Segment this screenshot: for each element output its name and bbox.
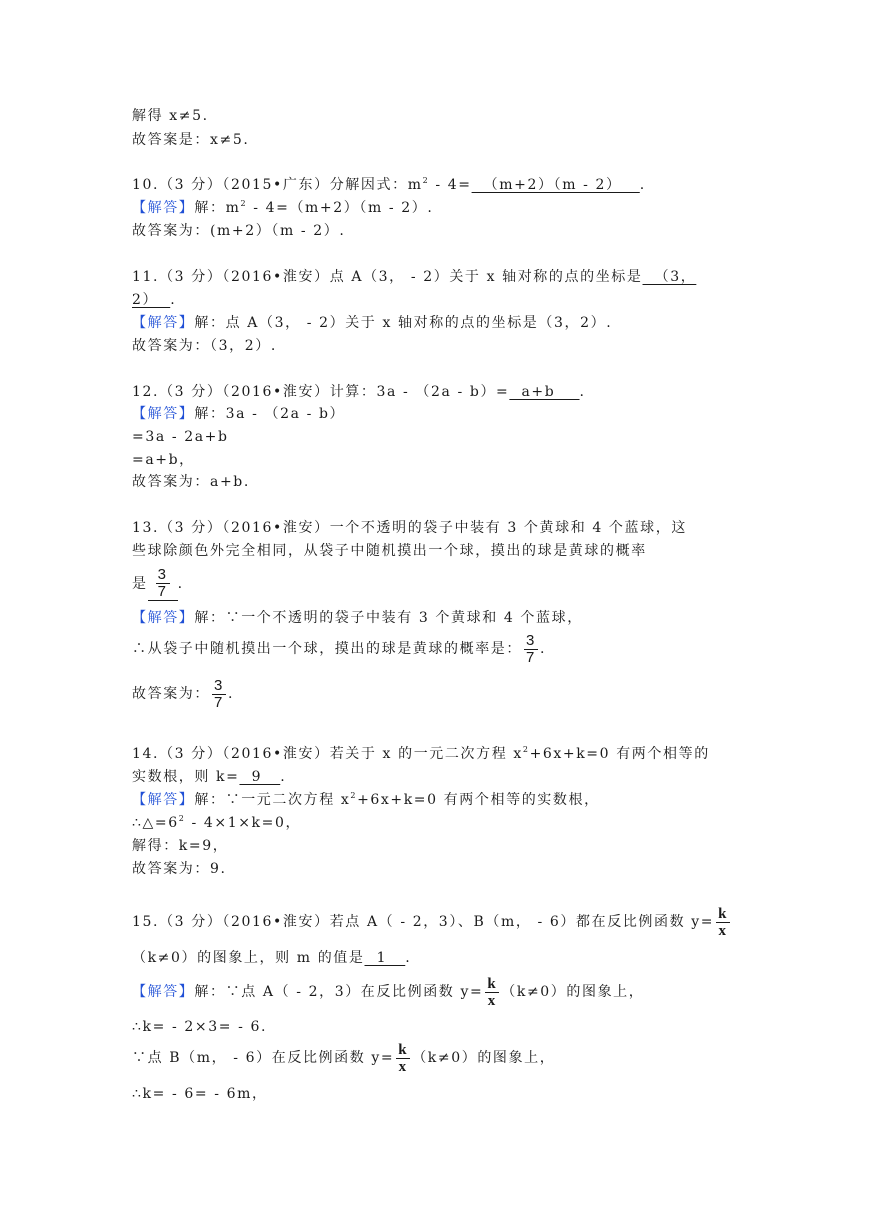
answer-blank: 2） <box>132 292 171 308</box>
fraction: $\frac{3}{7}$ <box>526 631 536 666</box>
question-10-stem: 10.（3 分）（2015•广东）分解因式：$m^2 - 4= (m+2)(m - 2)$ . <box>132 176 646 193</box>
question-12-final: 故答案为：a+b. <box>132 474 250 490</box>
question-13-step: ∴从袋子中随机摸出一个球，摸出的球是黄球的概率是： $\frac{3}{7}$ . <box>132 631 547 666</box>
question-14-step: 解得：k=9， <box>132 838 229 854</box>
question-13-stem: 13.（3 分）（2016•淮安）一个不透明的袋子中装有 3 个黄球和 4 个蓝球，这 <box>132 520 687 536</box>
question-15-step: ∴k= - 6= - 6m， <box>132 1086 268 1102</box>
question-12-solution: 【解答】解：3a - （2a - b） <box>132 406 346 422</box>
question-14-final: 故答案为：9. <box>132 861 227 877</box>
fraction: $\frac{3}{7}$ <box>214 676 224 711</box>
solution-line: 解得 x≠5. <box>132 108 209 124</box>
fraction: $\frac{k}{x}$ <box>718 905 729 939</box>
question-14-stem: 14.（3 分）（2016•淮安）若关于 x 的一元二次方程 $x^2+6x+k=0$ 有两个相等的 <box>132 745 710 762</box>
question-10-solution: 【解答】解：$m^2 - 4=(m+2)(m - 2)$. <box>132 199 434 216</box>
final-answer-line: 故答案是：x≠5. <box>132 132 250 148</box>
question-15-stem: 15.（3 分）（2016•淮安）若点 A（ - 2，3）、B（m， - 6）都在反比例函数 y= $\frac{k}{x}$ <box>132 905 729 939</box>
solution-tag: 【解答】 <box>132 406 195 422</box>
question-13-solution: 【解答】解：∵一个不透明的袋子中装有 3 个黄球和 4 个蓝球， <box>132 610 583 626</box>
answer-blank: a+b <box>509 384 580 400</box>
fraction: $\frac{k}{x}$ <box>487 975 498 1009</box>
question-12-step: =3a - 2a+b <box>132 429 229 445</box>
question-12-stem: 12.（3 分）（2016•淮安）计算：3a - （2a - b）= a+b . <box>132 384 586 400</box>
question-13-stem-cont: 是 $\frac{3}{7}$ . <box>132 566 184 600</box>
question-14-stem-cont: 实数根，则 k= 9 . <box>132 769 287 785</box>
question-15-step: ∴k= - 2×3= - 6. <box>132 1019 268 1035</box>
solution-tag: 【解答】 <box>132 315 195 331</box>
question-14-step: $\therefore\triangle=6^2 - 4\times 1\times k=0$， <box>132 814 302 831</box>
answer-blank: 9 <box>239 769 281 785</box>
question-10-final: 故答案为：(m+2）（m - 2）. <box>132 223 346 239</box>
question-11-final: 故答案为：（3，2）. <box>132 338 277 354</box>
answer-blank: （m+2）（m - 2） <box>471 177 640 193</box>
fraction: $\frac{3}{7}$ <box>157 566 168 600</box>
question-11-stem-cont: 2） . <box>132 292 177 308</box>
solution-tag: 【解答】 <box>132 984 195 1000</box>
question-15-stem-cont: （k≠0）的图象上，则 m 的值是 1 . <box>132 950 412 966</box>
question-11-solution: 【解答】解：点 A（3， - 2）关于 x 轴对称的点的坐标是（3，2）. <box>132 315 613 331</box>
answer-blank: 1 <box>364 950 406 966</box>
solution-tag: 【解答】 <box>132 200 195 216</box>
question-13-final: 故答案为： $\frac{3}{7}$ . <box>132 676 235 711</box>
solution-tag: 【解答】 <box>132 792 195 808</box>
fraction: $\frac{k}{x}$ <box>398 1041 409 1075</box>
question-12-step: =a+b， <box>132 452 195 468</box>
question-15-step: ∵点 B（m， - 6）在反比例函数 y= $\frac{k}{x}$ （k≠0）的图象上， <box>132 1041 556 1075</box>
question-14-solution: 【解答】解：∵一元二次方程 $x^2+6x+k=0$ 有两个相等的实数根， <box>132 791 600 808</box>
solution-tag: 【解答】 <box>132 610 195 626</box>
answer-blank <box>148 567 178 601</box>
question-11-stem: 11.（3 分）（2016•淮安）点 A（3， - 2）关于 x 轴对称的点的坐标是 （3， <box>132 269 697 285</box>
question-13-stem-cont: 些球除颜色外完全相同，从袋子中随机摸出一个球，摸出的球是黄球的概率 <box>132 543 647 559</box>
question-15-solution: 【解答】解：∵点 A（ - 2，3）在反比例函数 y= $\frac{k}{x}$ （k≠0）的图象上， <box>132 975 645 1009</box>
answer-blank: （3， <box>642 269 697 285</box>
